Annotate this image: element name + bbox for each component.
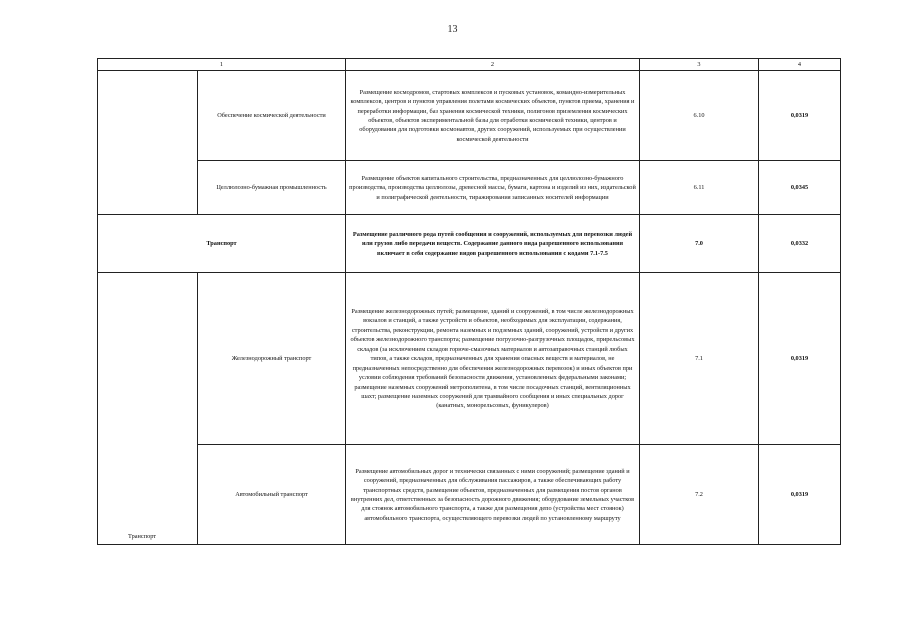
row-description-transport: Размещение различного рода путей сообщения и сооружений, используемых для перевозки людей или грузов либо передачи веществ. Содержание данного вида разрешенного использования включает в себя содержание видов разрешенного использования с кодами 7.1-7.5 xyxy=(346,215,640,273)
table-row xyxy=(98,161,841,215)
land-use-table xyxy=(97,58,841,545)
table-row xyxy=(98,215,841,273)
row-coef-auto: 0,0319 xyxy=(759,445,841,545)
row-code-auto: 7.2 xyxy=(640,445,759,545)
header-col-2: 2 xyxy=(346,59,640,71)
row-coef-rail: 0,0319 xyxy=(759,273,841,445)
row-code-pulp: 6.11 xyxy=(640,161,759,215)
row-description-rail: Размещение железнодорожных путей; размещение, зданий и сооружений, в том числе железнодорожных вокзалов и станций, а также устройств и объектов, необходимых для эксплуатации, содержания, строительства, реконструкции, ремонта наземных и подземных зданий, сооружений, устройств и других объектов железнодорожного транспорта; размещение погрузочно-разгрузочных площадок, прирельсовых складов (за исключением складов горюче-смазочных материалов и автозаправочных станций любых типов, а также складов, предназначенных для хранения опасных веществ и материалов, не предназначенных непосредственно для обеспечения железнодорожных перевозок) и иных объектов при условии соблюдения требований безопасности движения, установленных федеральными законами; размещение наземных сооружений метрополитена, в том числе посадочных станций, вентиляционных шахт; размещение наземных сооружений для трамвайного сообщения и иных специальных дорог (канатных, монорельсовых, фуникулеров) xyxy=(346,273,640,445)
row-name-transport: Транспорт xyxy=(98,215,346,273)
row-name-pulp: Целлюлозно-бумажная промышленность xyxy=(198,161,346,215)
row-description-auto: Размещение автомобильных дорог и технически связанных с ними сооружений; размещение зданий и сооружений, предназначенных для обслуживания пассажиров, а также обеспечивающих работу транспортных средств, размещение объектов, предназначенных для размещения постов органов внутренних дел, ответственных за безопасность дорожного движения; оборудование земельных участков для стоянок автомобильного транспорта, а также для размещения депо (устройства мест стоянок) автомобильного транспорта, осуществляющего перевозки людей по установленному маршруту xyxy=(346,445,640,545)
table-row xyxy=(98,71,841,161)
row-code-space: 6.10 xyxy=(640,71,759,161)
row-description-space: Размещение космодромов, стартовых комплексов и пусковых установок, командно-измерительных комплексов, центров и пунктов управления полетами космических объектов, пунктов приема, хранения и переработки информации, баз хранения космической техники, полигонов приземления космических объектов, объектов экспериментальной базы для отработки космической техники, центров и оборудования для подготовки космонавтов, других сооружений, используемых при осуществлении космической деятельности xyxy=(346,71,640,161)
empty-group-cell xyxy=(98,71,198,215)
row-name-auto: Автомобильный транспорт xyxy=(198,445,346,545)
row-coef-space: 0,0319 xyxy=(759,71,841,161)
row-name-space: Обеспечение космической деятельности xyxy=(198,71,346,161)
row-coef-transport: 0,0332 xyxy=(759,215,841,273)
header-col-3: 3 xyxy=(640,59,759,71)
header-row xyxy=(98,59,841,71)
page-number: 13 xyxy=(447,24,458,35)
table-row xyxy=(98,445,841,545)
row-name-rail: Железнодорожный транспорт xyxy=(198,273,346,445)
row-code-rail: 7.1 xyxy=(640,273,759,445)
group-name-transport: Транспорт xyxy=(98,273,198,545)
header-col-1: 1 xyxy=(98,59,346,71)
row-coef-pulp: 0,0345 xyxy=(759,161,841,215)
header-col-4: 4 xyxy=(759,59,841,71)
row-code-transport: 7.0 xyxy=(640,215,759,273)
table-row xyxy=(98,273,841,445)
row-description-pulp: Размещение объектов капитального строительства, предназначенных для целлюлозно-бумажного производства, производства целлюлозы, древесной массы, бумаги, картона и изделий из них, издательской и полиграфической деятельности, тиражирования записанных носителей информации xyxy=(346,161,640,215)
